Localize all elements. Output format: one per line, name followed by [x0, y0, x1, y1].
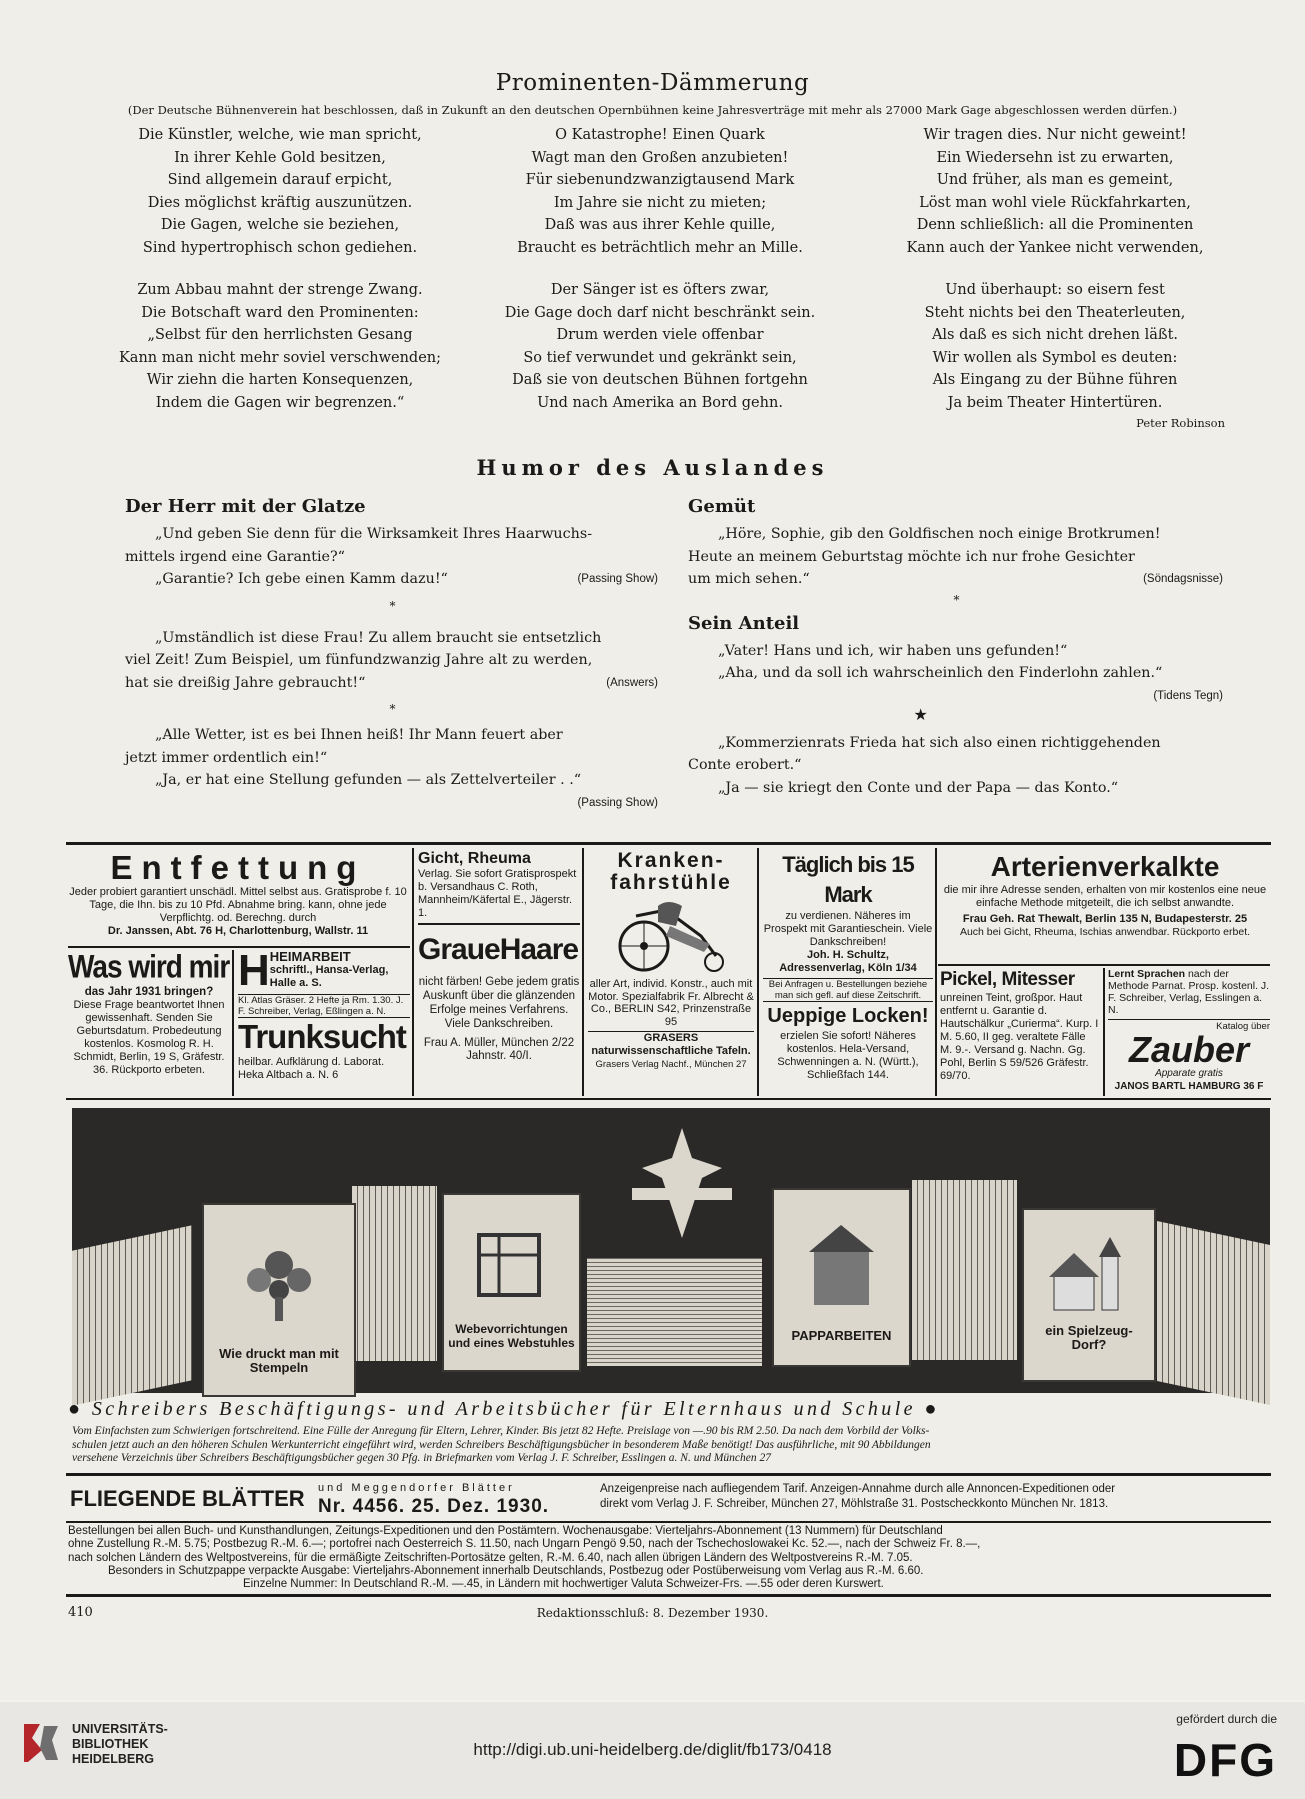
schreiber-headline-text: Schreibers Beschäftigungs- und Arbeitsbücher für Elternhaus und Schule — [91, 1398, 916, 1420]
subscription-info — [68, 1525, 1268, 1591]
book-spines — [72, 1225, 192, 1406]
joke — [688, 523, 1225, 591]
book-title: Webevorrichtungen und eines Webstuhles — [448, 1322, 575, 1350]
joke-line — [125, 568, 660, 591]
joke-line — [688, 685, 1225, 703]
book-spines — [912, 1180, 1017, 1360]
masthead-small: und Meggendorfer Blätter — [318, 1482, 515, 1494]
joke — [125, 724, 660, 808]
ad-rule — [938, 964, 1270, 966]
funded-by: gefördert durch die — [1176, 1712, 1277, 1726]
ad-zauber — [1108, 1019, 1270, 1093]
masthead-ads-info — [600, 1482, 1268, 1512]
humor-heading: Humor des Auslandes — [476, 455, 829, 480]
wheelchair-illustration — [606, 896, 736, 974]
poem-line: Braucht es beträchtlich mehr an Mille. — [517, 239, 803, 256]
schreiber-text — [72, 1425, 1270, 1466]
poem-col1-stanza2 — [110, 279, 450, 414]
book-cover — [772, 1188, 911, 1367]
subscription-line: Bestellungen bei allen Buch- und Kunsthandlungen, Zeitungs-Expeditionen und den Postämtern. Wochenausgabe: Vierteljahrs-Abonnement (13 Nummern) für Deutschland — [68, 1525, 943, 1537]
ad-small: Katalog über — [1216, 1021, 1270, 1032]
ad-title: Pickel, Mitesser — [940, 969, 1075, 990]
poem-line: Drum werden viele offenbar — [556, 327, 764, 343]
ad-sprachen — [1108, 968, 1270, 1016]
joke-line: „Höre, Sophie, gib den Goldfischen noch einige Brotkrumen! — [718, 526, 1161, 542]
ad-title: GraueHaare — [418, 933, 579, 966]
ad-rule — [68, 946, 410, 948]
humor-right-column — [688, 496, 1225, 799]
joke — [125, 523, 660, 591]
book-cover — [1022, 1208, 1156, 1382]
book-cover — [202, 1203, 356, 1397]
joke-line: jetzt immer ordentlich ein!“ — [125, 749, 328, 766]
redaktion-note: Redaktionsschluß: 8. Dezember 1930. — [536, 1606, 769, 1620]
book-stack — [587, 1258, 762, 1366]
joke — [688, 640, 1225, 703]
subscription-line: ohne Zustellung R.-M. 5.75; Postbezug R.-M. 6.—; portofrei nach Oesterreich S. 11.50, nach Ungarn Pengö 9.50, nach der Tschechoslowakei Kc. 52.—, nach der Schweiz Fr. 8.—, — [68, 1538, 981, 1551]
book-title: Wie druckt man mit Stempeln — [219, 1346, 339, 1375]
ad-address: Frau Geh. Rat Thewalt, Berlin 135 N, Budapesterstr. 25 — [962, 913, 1248, 925]
joke-line — [125, 792, 660, 808]
ad-initial: H — [238, 950, 270, 995]
ad-text: nicht färben! Gebe jedem gratis Auskunft über die glänzenden Erfolge meines Verfahrens. Viele Dankschreiben. — [418, 976, 580, 1030]
poem-line: Im Jahre sie nicht zu mieten; — [553, 194, 767, 211]
poem-line: Als Eingang zu der Bühne führen — [932, 372, 1178, 388]
joke-title: Sein Anteil — [688, 612, 800, 634]
viewer-footer — [0, 1702, 1305, 1799]
poem-col2-stanza2 — [490, 279, 830, 414]
poem-line: Die Gage doch darf nicht beschränkt sein. — [504, 304, 816, 321]
ad-text: die mir ihre Adresse senden, erhalten von mir kostenlos eine neue einfache Methode mitgeteilt, die ich selbst anwandte. — [943, 884, 1267, 909]
ad-krankenfahrstuehle — [588, 850, 754, 1096]
ad-text: aller Art, individ. Konstr., auch mit Motor. Spezialfabrik Fr. Albrecht & Co., BERLIN S42, Prinzenstraße 95 — [588, 978, 754, 1028]
ads-divider — [582, 848, 584, 1096]
joke-source: (Answers) — [606, 676, 658, 689]
ad-notice: Bei Anfragen u. Bestellungen beziehe man sich gefl. auf diese Zeitschrift. — [763, 978, 933, 1002]
page-number: 410 — [68, 1605, 93, 1620]
joke-line: „Kommerzienrats Frieda hat sich also einen richtiggehenden — [718, 734, 1161, 751]
ad-heimarbeit-header — [238, 950, 410, 995]
joke-line: Heute an meinem Geburtstag möchte ich nur frohe Gesichter — [688, 548, 1135, 565]
book-title: ein Spielzeug-Dorf? — [1045, 1323, 1133, 1352]
poem-line: Ein Wiedersehn ist zu erwarten, — [936, 149, 1174, 166]
poem-line: Wir wollen als Symbol es deuten: — [932, 349, 1178, 366]
rule — [66, 1594, 1271, 1597]
joke — [125, 627, 660, 695]
poem-subtitle: (Der Deutsche Bühnenverein hat beschlossen, daß in Zukunft an den deutschen Opernbühnen keine Jahresverträge mit mehr als 27000 Mark Gage abgeschlossen werden dürfen.) — [127, 103, 1178, 117]
poem-title: Prominenten-Dämmerung — [495, 70, 810, 96]
ad-address: Grasers Verlag Nachf., München 27 — [595, 1059, 747, 1070]
ad-text: Jeder probiert garantiert unschädl. Mittel selbst aus. Gratisprobe f. 10 Tage, die Ihn. bis zu 10 Pfd. Abnahme bring. kann, ohne jede Verpflichtg. od. Berechng. durch — [69, 886, 407, 924]
ad-address: Joh. H. Schultz, Adressenverlag, Köln 1/34 — [779, 949, 917, 974]
poem-line: Dies möglichst kräftig auszunützen. — [147, 194, 413, 211]
poem-author: Peter Robinson — [1136, 416, 1225, 430]
poem-line: Wir tragen dies. Nur nicht geweint! — [923, 127, 1187, 143]
joke-line: „Alle Wetter, ist es bei Ihnen heiß! Ihr Mann feuert aber — [155, 727, 563, 743]
humor-left-column — [125, 496, 660, 814]
poem-line: Steht nichts bei den Theaterleuten, — [924, 304, 1186, 321]
joke-source: (Passing Show) — [577, 573, 658, 585]
book-spines — [1157, 1221, 1270, 1405]
book-title: PAPPARBEITEN — [791, 1328, 892, 1343]
library-line: HEIDELBERG — [72, 1752, 154, 1766]
poem-col3-stanza2 — [885, 279, 1225, 414]
library-line: UNIVERSITÄTS- — [72, 1722, 168, 1736]
poem-line: Die Gagen, welche sie beziehen, — [160, 217, 400, 233]
ads-divider — [232, 950, 234, 1096]
ad-gicht-graue-haare — [418, 850, 580, 1096]
library-line: BIBLIOTHEK — [72, 1737, 149, 1751]
ad-note: Auch bei Gicht, Rheuma, Ischias anwendbar. Rückporto erbet. — [959, 926, 1251, 938]
joke-line: Conte erobert.“ — [688, 757, 802, 773]
joke-line: mittels irgend eine Garantie?“ — [125, 548, 345, 565]
poem-line: Löst man wohl viele Rückfahrkarten, — [919, 194, 1191, 211]
separator-star: ★ — [913, 704, 928, 724]
poem-col2-stanza1 — [490, 124, 830, 259]
joke-source: (Passing Show) — [577, 796, 658, 809]
page-url-link[interactable]: http://digi.ub.uni-heidelberg.de/diglit/fb173/0418 — [473, 1740, 832, 1759]
ads-top-rule — [66, 842, 1271, 845]
ad-text: erzielen Sie sofort! Näheres kostenlos. Hela-Versand, Schwenningen a. N. (Württ.), Schließfach 144. — [777, 1030, 919, 1081]
ad-subtitle: das Jahr 1931 bringen? — [84, 986, 214, 998]
joke-line: „Umständlich ist diese Frau! Zu allem braucht sie entsetzlich — [155, 629, 602, 646]
joke-text: hat sie dreißig Jahre gebraucht!“ — [125, 674, 366, 691]
poem-line: Für siebenundzwanzigtausend Mark — [525, 172, 795, 188]
joke — [688, 732, 1225, 800]
joke-line: „Ja — sie kriegt den Conte und der Papa — das Konto.“ — [718, 779, 1119, 796]
poem-line: Kann auch der Yankee nicht verwenden, — [906, 239, 1204, 256]
joke-title: Der Herr mit der Glatze — [125, 496, 366, 517]
ad-pickel — [940, 968, 1100, 1096]
book-spines — [352, 1186, 437, 1361]
ad-text: heilbar. Aufklärung d. Laborat. Heka Altbach a. N. 6 — [238, 1056, 385, 1081]
joke-line — [125, 672, 660, 695]
ad-sprachen-zauber — [1108, 968, 1270, 1096]
flower-icon — [229, 1235, 329, 1325]
separator-star: * — [953, 592, 960, 607]
ad-heimarbeit-body — [270, 950, 410, 990]
ad-title: Gicht, Rheuma — [418, 850, 531, 867]
poem-line: Wagt man den Großen anzubieten! — [531, 149, 789, 166]
village-church-icon — [1044, 1235, 1134, 1315]
joke-source: (Söndagsnisse) — [1143, 573, 1223, 585]
ad-title: Arterienverkalkte — [990, 851, 1220, 882]
ad-text: GRASERS naturwissenschaftliche Tafeln. — [588, 1031, 754, 1058]
schreiber-line: Vom Einfachsten zum Schwierigen fortschreitend. Eine Fülle der Anregung für Eltern, Lehrer, Kinder. Bis jetzt 82 Hefte. Preislage von —.90 bis RM 2.50. Da nach dem Vorbild der Volks- — [72, 1425, 930, 1437]
rule — [66, 1521, 1271, 1523]
poem-line: Und überhaupt: so eisern fest — [945, 282, 1165, 298]
rule — [66, 1473, 1271, 1476]
masthead-name: FLIEGENDE BLÄTTER — [70, 1486, 305, 1511]
ad-was-wird-mir — [68, 950, 230, 1096]
ad-text: Apparate gratis — [1155, 1068, 1223, 1079]
poem-line: Daß sie von deutschen Bühnen fortgehn — [512, 372, 808, 388]
schreiber-line: schulen jetzt auch an den höheren Schulen Werkunterricht eingeführt wird, werden Schreibers Beschäftigungsbücher in besonderem Maße benötigt! Das ausführliche, mit 90 Abbildungen — [72, 1438, 931, 1451]
poem-line: So tief verwundet und gekränkt sein, — [523, 349, 797, 366]
joke-line: viel Zeit! Zum Beispiel, um fünfundzwanzig Jahre alt zu werden, — [125, 652, 593, 668]
ad-arterienverkalkte — [940, 850, 1270, 962]
poem-line: Die Künstler, welche, wie man spricht, — [138, 127, 422, 143]
separator-star: * — [389, 598, 396, 613]
joke-source: (Tidens Tegn) — [1153, 689, 1223, 702]
poem-line: Als daß es sich nicht drehen läßt. — [931, 327, 1179, 343]
poem-col1-stanza1 — [110, 124, 450, 259]
masthead-line: Anzeigenpreise nach aufliegendem Tarif. Anzeigen-Annahme durch alle Annoncen-Expeditionen oder — [600, 1483, 1116, 1495]
poem-line: In ihrer Kehle Gold besitzen, — [174, 149, 386, 166]
ad-address: Frau A. Müller, München 2/22 Jahnstr. 40/I. — [423, 1037, 575, 1062]
poem-line: Kann man nicht mehr soviel verschwenden; — [118, 349, 442, 366]
joke-line: „Vater! Hans und ich, wir haben uns gefunden!“ — [718, 642, 1068, 659]
bullet-icon: ● — [68, 1398, 84, 1420]
poem-line: Und früher, als man es gemeint, — [936, 172, 1174, 188]
bullet-icon: ● — [924, 1398, 940, 1420]
poem-line: O Katastrophe! Einen Quark — [555, 127, 765, 143]
poem-line: Die Botschaft ward den Prominenten: — [141, 304, 419, 321]
masthead-issue: Nr. 4456. 25. Dez. 1930. — [318, 1496, 550, 1517]
ad-text: unreinen Teint, großpor. Haut entfernt u. Garantie d. Hautschälkur „Curierma“. Kurp. I M. 5.60, II geg. veraltete Fälle M. 9.-. Versand g. Nachn. Gg. Pohl, Berlin S 59/526 Gräfestr. 69/70. — [940, 992, 1099, 1082]
schreiber-line: versehene Verzeichnis über Schreibers Beschäftigungsbücher gegen 30 Pfg. in Briefmarken vom Verlag J. F. Schreiber, Esslingen a. N. und München 27 — [72, 1452, 772, 1464]
joke-line: „Aha, und da soll ich wahrscheinlich den Finderlohn zahlen.“ — [718, 665, 1163, 681]
ad-title: Zauber — [1128, 1029, 1250, 1070]
poem-line: Und nach Amerika an Bord gehn. — [537, 394, 783, 411]
subscription-line: nach solchen Ländern des Weltpostvereins, für die ermäßigte Zeitschriften-Portosätze gelten, R.-M. 6.40, nach allen übrigen Ländern des Weltpostvereins R.-M. 7.05. — [68, 1551, 913, 1564]
joke-line: „Ja, er hat eine Stellung gefunden — als Zettelverteiler . .“ — [155, 772, 582, 788]
ads-bottom-rule — [66, 1098, 1271, 1100]
publisher-emblem-icon — [612, 1118, 752, 1258]
masthead-line: direkt vom Verlag J. F. Schreiber, München 27, Möhlstraße 31. Postscheckkonto München Nr. 1813. — [600, 1498, 1109, 1510]
ad-taeglich-locken — [763, 850, 933, 1096]
ad-address: Dr. Janssen, Abt. 76 H, Charlottenburg, Wallstr. 11 — [107, 925, 369, 937]
ad-title: Was wird mir — [68, 950, 230, 985]
ads-divider — [935, 848, 937, 1096]
schreiber-headline — [68, 1398, 1270, 1421]
joke-text: „Garantie? Ich gebe einen Kamm dazu!“ — [155, 571, 448, 587]
poem-line: Wir ziehn die harten Konsequenzen, — [146, 372, 414, 388]
ad-text: Diese Frage beantwortet Ihnen gewissenhaft. Senden Sie Geburtsdatum. Probedeutung kostenlos. Kosmolog R. H. Schmidt, Berlin, 19 S, Gräfestr. 36. Rückporto erbeten. — [73, 999, 225, 1076]
ad-title: Kranken-fahrstühle — [610, 850, 732, 894]
ad-entfettung — [68, 850, 408, 946]
poem-line: Ja beim Theater Hintertüren. — [947, 394, 1163, 411]
joke-text: um mich sehen.“ — [688, 571, 810, 587]
ad-title: Entfettung — [110, 850, 366, 886]
house-icon — [799, 1220, 884, 1315]
poem-col3-stanza1 — [885, 124, 1225, 259]
ad-title: Lernt Sprachen — [1108, 968, 1186, 980]
ad-title: HEIMARBEIT — [269, 950, 351, 964]
ad-title: Trunksucht — [238, 1018, 406, 1055]
ad-text: zu verdienen. Näheres im Prospekt mit Garantieschein. Viele Dankschreiben! — [763, 910, 933, 948]
poem-line: Der Sänger ist es öfters zwar, — [550, 282, 770, 298]
poem-line: Sind allgemein darauf erpicht, — [167, 172, 393, 188]
ads-divider — [757, 848, 759, 1096]
joke-line — [688, 568, 1225, 591]
ad-atlas: Kl. Atlas Gräser. 2 Hefte ja Rm. 1.30. J. F. Schreiber, Verlag, Eßlingen a. N. — [238, 994, 410, 1018]
poem-line: Sind hypertrophisch schon gediehen. — [142, 239, 418, 256]
books-illustration — [72, 1108, 1270, 1393]
joke-line: „Und geben Sie denn für die Wirksamkeit Ihres Haarwuchs- — [155, 526, 593, 542]
ad-text: Verlag. Sie sofort Gratisprospekt b. Versandhaus C. Roth, Mannheim/Käfertal E., Jägerstr. 1. — [418, 868, 580, 925]
ad-address: JANOS BARTL HAMBURG 36 F — [1114, 1081, 1264, 1092]
book-cover — [442, 1193, 581, 1372]
subscription-line: Besonders in Schutzpappe verpackte Ausgabe: Vierteljahrs-Abonnement innerhalb Deutschlands, Postbezug oder Postüberweisung vom Verlag aus R.-M. 6.60. — [108, 1564, 924, 1577]
ad-title: Täglich bis 15 Mark — [782, 852, 914, 907]
ad-text: schriftl., Hansa-Verlag, Halle a. S. — [269, 964, 389, 989]
ad-heimarbeit — [238, 950, 410, 1096]
ads-divider — [1103, 968, 1105, 1096]
poem-line: „Selbst für den herrlichsten Gesang — [147, 327, 413, 343]
poem-line: Daß was aus ihrer Kehle quille, — [544, 217, 776, 233]
subscription-line: Einzelne Nummer: In Deutschland R.-M. —.45, in Ländern mit hochwertiger Valuta Schweizer-Frs. —.55 oder deren Kurswert. — [243, 1578, 884, 1591]
ad-text: nach der Methode Parnat. Prosp. kostenl. J. F. Schreiber, Verlag, Esslingen a. N. — [1108, 968, 1270, 1016]
ad-title: Ueppige Locken! — [767, 1005, 929, 1027]
dfg-logo: DFG — [1173, 1734, 1277, 1786]
loom-icon — [469, 1225, 554, 1305]
separator-star: * — [389, 702, 396, 716]
joke-title: Gemüt — [688, 496, 756, 517]
poem-line: Indem die Gagen wir begrenzen.“ — [155, 394, 405, 411]
poem-line: Denn schließlich: all die Prominenten — [916, 217, 1194, 233]
ads-divider — [412, 848, 414, 1096]
poem-line: Zum Abbau mahnt der strenge Zwang. — [137, 282, 423, 298]
